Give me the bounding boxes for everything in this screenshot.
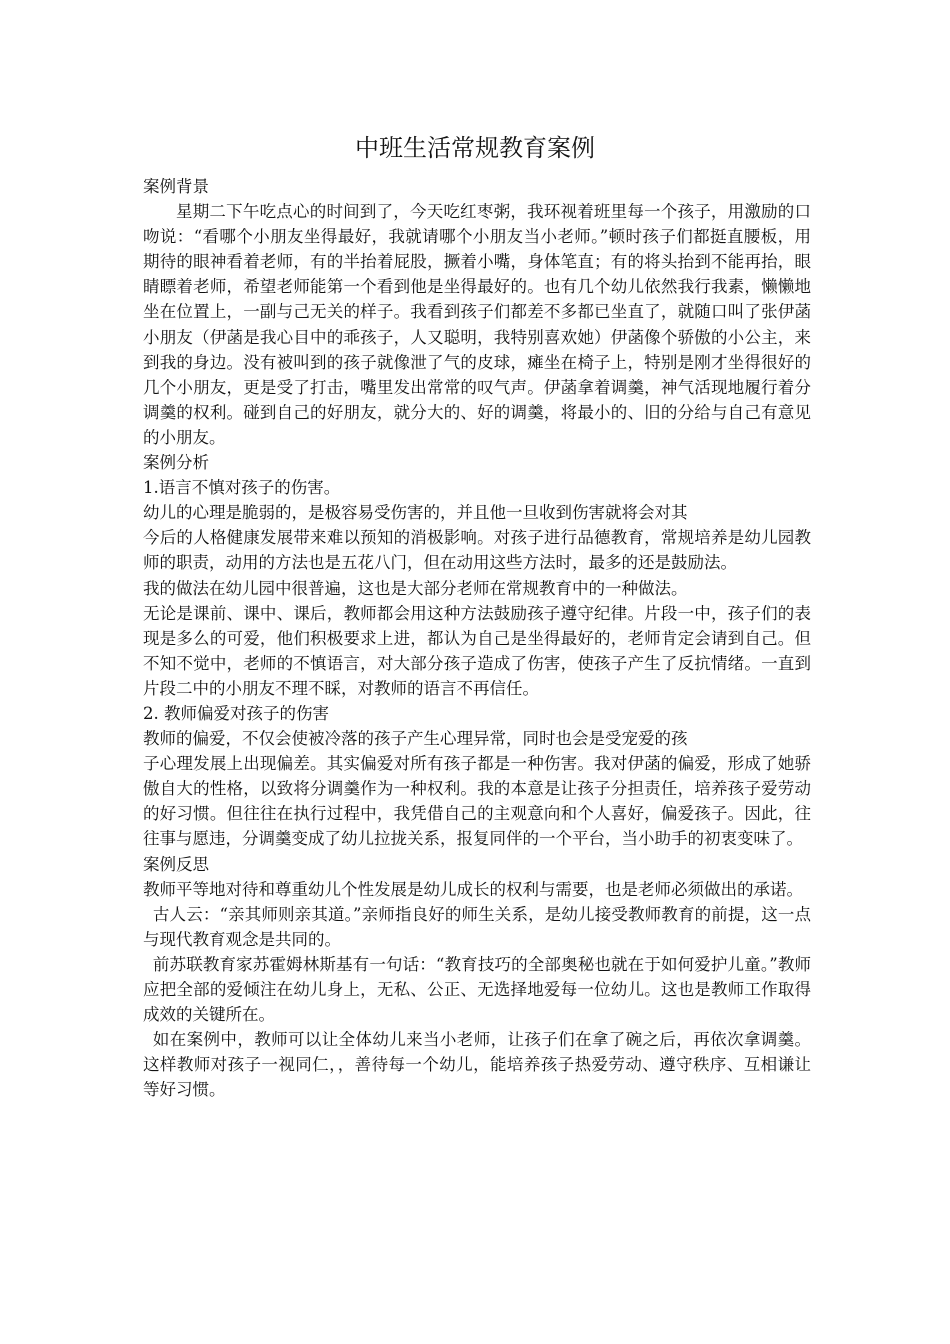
reflection-paragraph2: 古人云：“亲其师则亲其道。”亲师指良好的师生关系，是幼儿接受教师教育的前提，这一点与现代教育观念是共同的。 xyxy=(143,904,811,949)
document-body xyxy=(143,174,811,1102)
background-paragraph: 星期二下午吃点心的时间到了，今天吃红枣粥，我环视着班里每一个孩子，用激励的口吻说：“看哪个小朋友坐得最好，我就请哪个小朋友当小老师。”顿时孩子们都挺直腰板，用期待的眼神看着老师，有的半抬着屁股，撅着小嘴，身体笔直；有的将头抬到不能再抬，眼睛瞟着老师，希望老师能第一个看到他是坐得最好的。也有几个幼儿依然我行我素，懒懒地坐在位置上，一副与己无关的样子。我看到孩子们都差不多都已坐直了，就随口叫了张伊菡小朋友（伊菡是我心目中的乖孩子，人又聪明，我特别喜欢她）伊菡像个骄傲的小公主，来到我的身边。没有被叫到的孩子就像泄了气的皮球，瘫坐在椅子上，特别是刚才坐得很好的几个小朋友，更是受了打击，嘴里发出常常的叹气声。伊菡拿着调羹，神气活现地履行着分调羹的权利。碰到自己的好朋友，就分大的、好的调羹，将最小的、旧的分给与自己有意见的小朋友。 xyxy=(143,202,811,447)
point1-paragraph1-line1: 幼儿的心理是脆弱的，是极容易受伤害的，并且他一旦收到伤害就将会对其 xyxy=(143,503,688,523)
reflection-paragraph1: 教师平等地对待和尊重幼儿个性发展是幼儿成长的权利与需要，也是老师必须做出的承诺。 xyxy=(143,879,803,899)
point2-heading: 2. 教师偏爱对孩子的伤害 xyxy=(143,703,329,723)
point1-heading: 1.语言不慎对孩子的伤害。 xyxy=(143,478,341,498)
point2-paragraph1-line1: 教师的偏爱，不仅会使被冷落的孩子产生心理异常，同时也会是受宠爱的孩 xyxy=(143,729,688,749)
point1-paragraph1-rest: 今后的人格健康发展带来难以预知的消极影响。对孩子进行品德教育，常规培养是幼儿园教师的职责，动用的方法也是五花八门，但在动用这些方法时，最多的还是鼓励法。 xyxy=(143,528,811,573)
reflection-paragraph4: 如在案例中，教师可以让全体幼儿来当小老师，让孩子们在拿了碗之后，再依次拿调羹。这样教师对孩子一视同仁，，善待每一个幼儿，能培养孩子热爱劳动、遵守秩序、互相谦让等好习惯。 xyxy=(143,1030,811,1100)
section-heading-background: 案例背景 xyxy=(143,177,209,196)
document-title: 中班生活常规教育案例 xyxy=(355,134,595,162)
reflection-paragraph3: 前苏联教育家苏霍姆林斯基有一句话：“教育技巧的全部奥秘也就在于如何爱护儿童。”教师应把全部的爱倾注在幼儿身上，无私、公正、无选择地爱每一位幼儿。这也是教师工作取得成效的关键所在。 xyxy=(143,954,811,1025)
section-heading-reflection: 案例反思 xyxy=(143,854,209,874)
point1-paragraph2: 我的做法在幼儿园中很普遍，这也是大部分老师在常规教育中的一种做法。 xyxy=(143,578,688,598)
point2-paragraph1-rest: 子心理发展上出现偏差。其实偏爱对所有孩子都是一种伤害。我对伊菡的偏爱，形成了她骄傲自大的性格，以致将分调羹作为一种权利。我的本意是让孩子分担责任，培养孩子爱劳动的好习惯。但往往在执行过程中，我凭借自己的主观意向和个人喜好，偏爱孩子。因此，往往事与愿违，分调羹变成了幼儿拉拢关系，报复同伴的一个平台，当小助手的初衷变味了。 xyxy=(143,754,811,849)
section-heading-analysis: 案例分析 xyxy=(143,453,209,473)
point1-paragraph3: 无论是课前、课中、课后，教师都会用这种方法鼓励孩子遵守纪律。片段一中，孩子们的表现是多么的可爱，他们积极要求上进，都认为自己是坐得最好的，老师肯定会请到自己。但不知不觉中，老师的不慎语言，对大部分孩子造成了伤害，使孩子产生了反抗情绪。一直到片段二中的小朋友不理不睬，对教师的语言不再信任。 xyxy=(143,603,811,698)
